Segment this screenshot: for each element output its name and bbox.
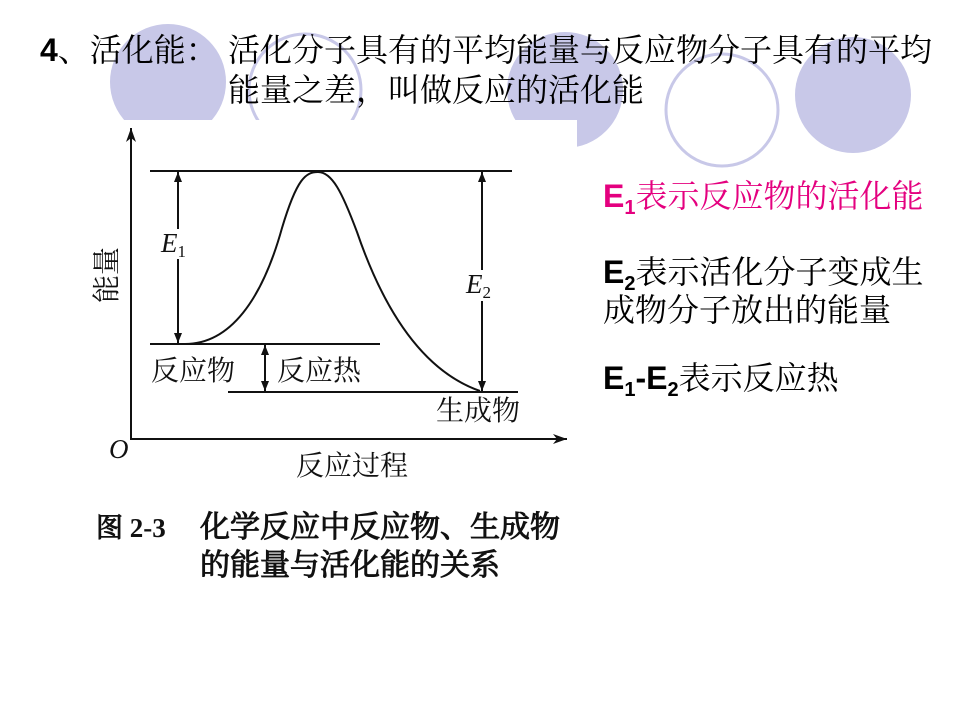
section-title: 、活化能： [57,32,218,68]
note-activation-energy-text: 表示反应物的活化能 [635,178,924,214]
e2-subscript: 2 [482,283,491,302]
e1-subscript: 1 [177,242,186,261]
note-reaction-heat-text: 表示反应热 [678,360,839,396]
note-heat-operator: - [635,360,647,396]
note-heat-e2-symbol: E [646,360,668,396]
section-heading [40,30,218,70]
note-e1-symbol: E [603,178,625,214]
definition-line-2: 能量之差，叫做反应的活化能 [228,72,645,108]
origin-label: O [109,434,129,464]
note-reaction-heat [603,359,839,401]
note-e2-subscript: 2 [624,273,636,295]
note-reaction-heat-line [603,359,839,401]
y-axis-label: 能量 [92,246,123,304]
energy-diagram-figure [85,120,577,592]
products-label: 生成物 [436,396,521,427]
definition-line-1: 活化分子具有的平均能量与反应物分子具有的平均 [228,32,933,68]
note-heat-e1-symbol: E [603,360,625,396]
note-energy-released-line-1 [603,253,924,295]
note-energy-released-line-2: 成物分子放出的能量 [603,292,892,328]
note-heat-e1-subscript: 1 [624,379,636,401]
section-number: 4 [40,32,58,68]
note-energy-released-text-1: 表示活化分子变成生 [635,254,924,290]
figure-number: 图 2-3 [96,513,166,543]
note-energy-released [603,253,923,329]
reactants-label: 反应物 [151,356,236,387]
reaction-heat-label: 反应热 [277,356,362,387]
note-activation-energy-line [603,177,924,219]
note-e2-symbol: E [603,254,625,290]
definition-text [228,30,932,110]
e1-symbol: E [161,228,178,258]
figure-caption-line-2: 的能量与活化能的关系 [200,549,500,582]
note-heat-e2-subscript: 2 [667,379,679,401]
note-activation-energy [603,177,924,219]
note-e1-subscript: 1 [624,197,636,219]
e2-symbol: E [466,269,483,299]
x-axis-label: 反应过程 [296,451,409,482]
figure-caption-line-1: 化学反应中反应物、生成物 [200,511,560,544]
